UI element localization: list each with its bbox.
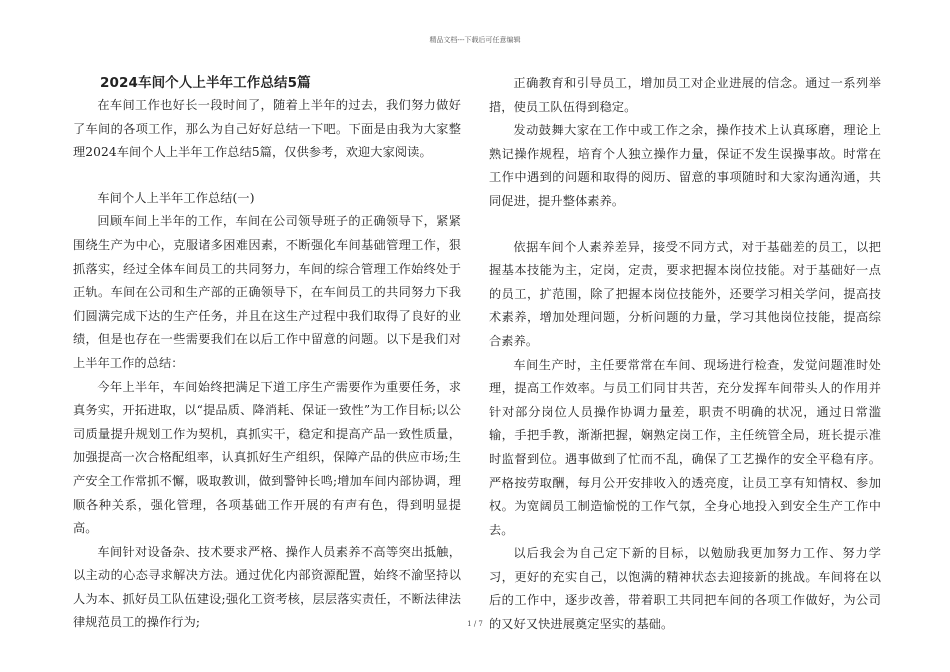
spacer: [73, 165, 461, 187]
page-header: 精品文档---下载后可任意编辑: [429, 36, 521, 44]
intro-paragraph: 在车间工作也好长一段时间了，随着上半年的过去，我们努力做好了车间的各项工作，那么为自己好好总结一下吧。下面是由我为大家整理2024车间个人上半年工作总结5篇，仅供参考，欢迎大家阅读。: [73, 98, 461, 160]
body-paragraph: 以后我会为自己定下新的目标，以勉励我更加努力工作、努力学习，更好的充实自己，以饱满的精神状态去迎接新的挑战。车间将在以后的工作中，逐步改善，带着职工共同把车间的各项工作做好，为公司的又好又快进展奠定坚实的基础。: [489, 546, 881, 632]
document-title: 2024车间个人上半年工作总结5篇: [100, 75, 311, 91]
section-title: 车间个人上半年工作总结(一): [97, 190, 255, 205]
body-paragraph: 回顾车间上半年的工作，车间在公司领导班子的正确领导下，紧紧围绕生产为中心，克服诸多困难因素，不断强化车间基础管理工作，狠抓落实，经过全体车间员工的共同努力，车间的综合管理工作始终处于正轨。车间在公司和生产部的正确领导下，在车间员工的共同努力下我们圆满完成下达的生产任务，并且在这生产过程中我们取得了良好的业绩，但是也存在一些需要我们在以后工作中留意的问题。以下是我们对上半年工作的总结：: [73, 214, 461, 370]
body-paragraph: 车间生产时，主任要常常在车间、现场进行检查，发觉问题准时处理，提高工作效率。与员工们同甘共苦，充分发挥车间带头人的作用并针对部分岗位人员操作协调力量差，职责不明确的状况，通过日常滥输，手把手教，渐渐把握，娴熟定岗工作，主任统管全局，班长提示准时监督到位。遇事做到了忙而不乱，确保了工艺操作的安全平稳有序。严格按劳取酬，每月公开安排收入的透亮度，让员工享有知情权、参加权。为宽阔员工制造愉悦的工作气氛，全身心地投入到安全生产工作中去。: [489, 357, 881, 537]
body-paragraph: 今年上半年，车间始终把满足下道工序生产需要作为重要任务，求真务实，开拓进取，以“提品质、降消耗、保证一致性”为工作目标;以公司质量提升规划工作为契机，真抓实干，稳定和提高产品一致性质量，加强提高一次合格配组率，认真抓好生产组织，保障产品的供应市场;生产安全工作常抓不懈，吸取教训，做到警钟长鸣;增加车间内部协调，理顺各种关系，强化管理，各项基础工作开展的有声有色，得到明显提高。: [73, 379, 461, 536]
left-column: [73, 72, 461, 635]
body-paragraph: 发动鼓舞大家在工作中或工作之余，操作技术上认真琢磨，理论上熟记操作规程，培育个人独立操作力量，保证不发生误操事故。时常在工作中遇到的问题和取得的阅历、留意的事项随时和大家沟通沟通，共同促进，提升整体素养。: [489, 123, 881, 208]
page-number: 1 / 7: [467, 620, 483, 628]
spacer: [489, 214, 881, 236]
right-column: [489, 72, 881, 637]
body-paragraph: 依据车间个人素养差异，接受不同方式，对于基础差的员工，以把握基本技能为主，定岗，定责，要求把握本岗位技能。对于基础好一点的员工，扩范围，除了把握本岗位技能外，还要学习相关学问，提高技术素养，增加处理问题，分析问题的力量，学习其他岗位技能，提高综合素养。: [489, 239, 881, 348]
body-paragraph: 车间针对设备杂、技术要求严格、操作人员素养不高等突出抵触，以主动的心态寻求解决方法。通过优化内部资源配置，始终不渝坚持以人为本、抓好员工队伍建设;强化工资考核，层层落实责任，不断法律法律规范员工的操作行为;: [73, 544, 461, 630]
body-paragraph: 正确教育和引导员工，增加员工对企业进展的信念。通过一系列举措，使员工队伍得到稳定。: [489, 76, 881, 114]
